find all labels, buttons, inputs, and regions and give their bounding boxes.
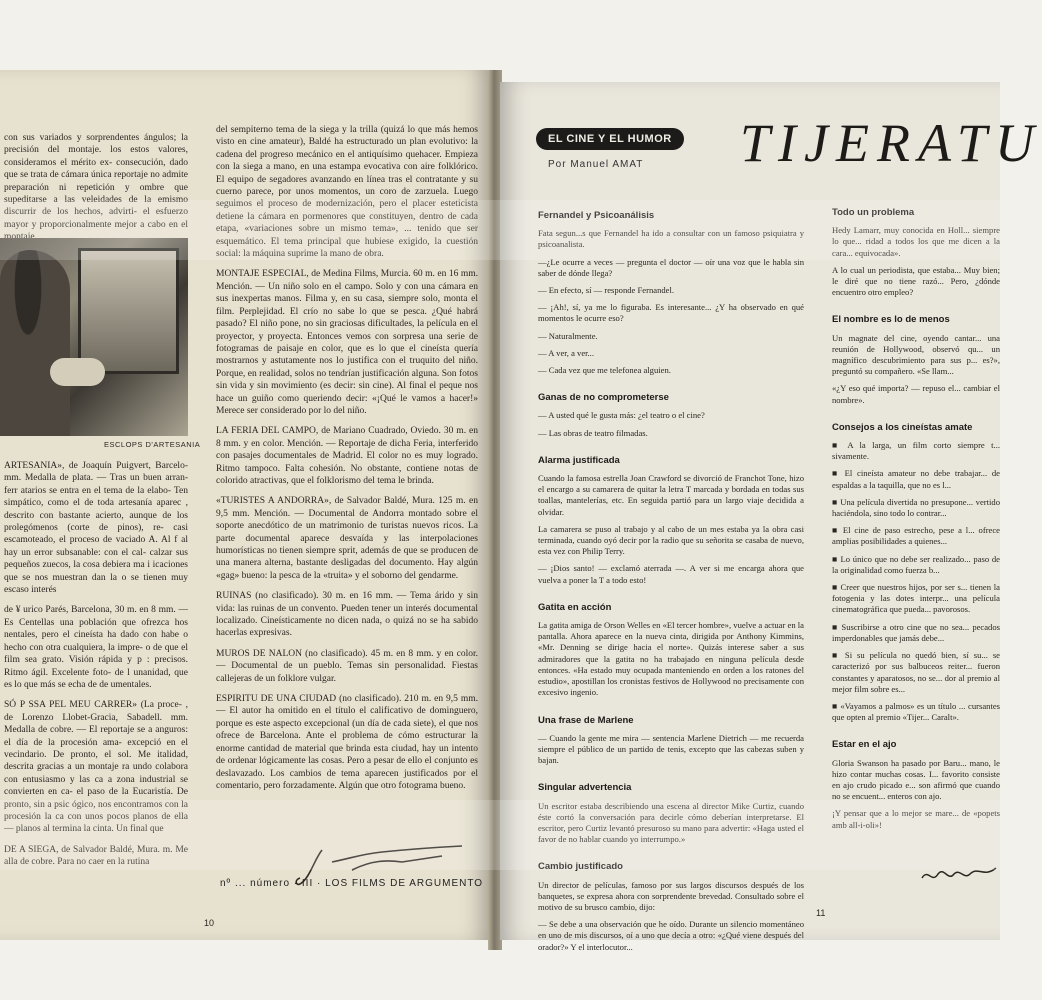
article-heading: Gatita en acción: [538, 601, 612, 613]
article-paragraph: ■ Una película divertida no presupone... vertido haciéndola, sino todo lo contrar...: [832, 496, 1000, 519]
tape-reflection: [0, 800, 1000, 873]
page-title: TIJERATU: [740, 113, 1042, 173]
article-paragraph: ■ Lo único que no debe ser realizado... paso de la originalidad como fuerza b...: [832, 553, 1000, 575]
photo-hand: [50, 358, 105, 386]
article-body: [832, 333, 1000, 406]
text-line: , de Lorenzo Llobet-Gracia, Sabadell.: [4, 700, 188, 723]
section-badge: EL CINE Y EL HUMOR: [536, 128, 684, 150]
article-heading: Una frase de Marlene: [538, 714, 634, 726]
article-ganas: [538, 392, 804, 439]
text-line: DE A SIEGA, de Salvador Baldé, Mura.: [4, 844, 163, 855]
article-paragraph: Un escritor estaba describiendo una escena al director Mike Curtiz, cuando éste cortó la conversación para decirle cómo deberían interpretarse. El escritor, pero Curtiz levantó presuroso su mano para advertir: «Haga usted el favor de no hablar cuando yo interrumpo.»: [538, 800, 804, 845]
text-line: mm. Medalla de cobre. — El reportaje se: [4, 712, 188, 736]
article-nombre: [832, 314, 1000, 405]
article-marlene: [538, 715, 804, 767]
text-line: calzar sus pequeños zuecos, la cosa debiera: [4, 547, 188, 571]
article-body: [538, 880, 804, 953]
byline: Por Manuel AMAT: [548, 159, 644, 170]
article-body: [832, 440, 1000, 723]
photo-figure: [0, 250, 70, 436]
article-paragraph: Un director de películas, famoso por sus largos discursos después de los banquetes, se expresa ahora con sorprendente brevedad. Consultado sobre el motivo de su brusco cambio, dijo:: [538, 879, 804, 912]
photo-window: [78, 248, 179, 374]
article-paragraph: «¿Y eso qué importa? — repuso el... cambiar el nombre».: [832, 383, 1000, 405]
article-heading: Estar en el ajo: [832, 739, 897, 751]
right-page-number: 11: [816, 908, 826, 918]
article-paragraph: La camarera se puso al trabajo y al cabo de un mes estaba ya la obra casi terminada, cuando oyó decir por la radio que su señorita se casaba de nuevo, esta vez con Philip Terry.: [538, 523, 804, 557]
article-paragraph: Hedy Lamarr, muy conocida en Holl... siempre lo que... ridad a todos los que me dicen a la cara... equivocada».: [832, 225, 1000, 258]
article-paragraph: — Cada vez que me telefonea alguien.: [538, 365, 671, 376]
left-page-number: 10: [204, 918, 215, 928]
left-col1-para-1: [4, 460, 188, 596]
article-body: [538, 473, 804, 586]
text-line: consecución, dado que se trata de cámara única: [4, 157, 189, 181]
right-col2: [832, 207, 1000, 847]
left-col2-para: «TURISTES A ANDORRA», de Salvador Baldé, Mura. 125 m. en 9,5 mm. Mención. — Documental de Andorra montado sobre el soporte anecdótico de un matrimonio de turistas nuevos ricos. La parte documental aparece desvaída y las interpolaciones humorísticas no tienen siempre sprit, además de que se producen de una manera alterna, bastante desligadas del documento. Hay algún «gag» bueno: la pesca de la «truita» y el soborno del gendarme.: [216, 496, 478, 581]
left-col2-para: del sempiterno tema de la siega y la trilla (quizá lo que más hemos visto en cine amateur), Baldé ha estructurado un plan evolutivo: la cadena del progreso mecánico en el antiquísimo quehacer. Empieza con la siega a mano, en una estampa evocativa con aire folklórico. El equipo de segadores avanzando en línea tras el contratante y su cuerno parece, por unos momentos, un coro de zarzuela. Luego seguimos el proceso de modernización, pero el placer esteticista detiene la cámara en pormenores que constituyen, dentro de cada etapa, «variaciones sobre un mismo tema», ... tenido que ser esquemático. El tema principal que hubiese exigido, la cuestión social: la máquina suprime la mano de obra.: [216, 125, 478, 260]
article-heading: El nombre es lo de menos: [832, 314, 950, 326]
article-paragraph: — En efecto, sí — responde Fernandel.: [538, 285, 675, 296]
article-paragraph: ■ «Vayamos a palmos» es un título ... cursantes que opten al premio «Tijer... Caralt».: [832, 700, 1000, 723]
article-consejos: [832, 422, 1000, 723]
article-alarma: [538, 455, 804, 586]
left-col2-para: ESPIRITU DE UNA CIUDAD (no clasificado). 210 m. en 9,5 mm. — El autor ha omitido en el título el calificativo de dominguero, porque es este aspecto excepcional (un día de cada siete), el que nos ofrece de Barcelona. Ante el problema de cómo estructurar la enorme cantidad de material que brinda esta ciudad, hay un intento de ordenar lógicamente las cosas. Pero a pesar de ello el conjunto es deslavazado. Los cambios de tema aparecen justificados por el comentario, pero forzadamente. Algún que otro fotograma bueno.: [216, 694, 478, 791]
article-cambio: [538, 861, 804, 952]
article-body: [538, 733, 804, 767]
text-line: la precisión del montaje.: [4, 133, 188, 156]
article-paragraph: Un magnate del cine, oyendo cantar... una reunión de Hollywood, observó qu... un magnífico descubrimiento para sus p... es?», preguntó su compañero. «Se llam...: [832, 332, 1000, 377]
text-line: mm. Medalla de plata. — Tras un buen arran-: [4, 473, 188, 484]
text-line: a psic ógico, nos encontramos con la procesión: [4, 799, 189, 822]
text-line: con sus variados y sorprendentes ángulos;: [4, 133, 182, 143]
article-paragraph: — A ver, a ver...: [538, 347, 594, 358]
article-paragraph: ■ A la larga, un film corto siempre t... sivamente.: [832, 440, 1000, 462]
text-line: de umentales.: [99, 679, 152, 690]
text-line: SÓ P SSA PEL MEU CARRER» (La proce-: [4, 700, 186, 711]
article-gatita: [538, 602, 804, 699]
left-col2-para: MONTAJE ESPECIAL, de Medina Films, Murcia. 60 m. en 16 mm. Mención. — Un niño solo en el campo. Solo y con una cámara en sus inexpertas manos. Filma y, en su casa, siempre solo, monta el film. Perplejidad. El crío no sabe lo que se pesca. ¿Qué habrá pasado? El niño pone, no sin graciosas dificultades, la película en el proyector, y proyecta. Entonces vemos con sorpresa una serie de fotogramas de paisaje en color, que es lo que el cineísta quería mostrarnos y astutamente nos lo justifica con el truquito del niño. Porque, en realidad, solos no tendrían justificación alguna. Son fotos sin vida y sin movimiento (es decir: sin cine). Al final el peque nos hace un guiño como queriendo decir: «¡Qué le vamos a hacer!» Merece ser considerado por lo del niño.: [216, 269, 478, 416]
article-heading: Ganas de no comprometerse: [538, 392, 669, 404]
text-line: m. Me alla de cobre. Para no caer en la rutina: [4, 844, 188, 868]
article-paragraph: ■ Si su película no quedó bien, sí su... se caracterizó por sus balbuceos reiter... fueron constantes y aparatosos, no se... dor al premio al mejor film sobre es...: [832, 650, 1000, 694]
text-line: o de que el film sea grato. Visión rápida: [4, 642, 188, 666]
text-line: aparec , descrito con bastante acierto, aunque: [4, 498, 188, 521]
article-body: [538, 620, 804, 698]
photo-caption: ESCLOPS D'ARTESANIA: [104, 440, 201, 449]
text-line: al termina la cinta. Un final que: [43, 824, 164, 835]
text-line: o se tienen muy escaso interés: [4, 572, 188, 596]
article-paragraph: ■ El cine de paso estrecho, pese a l... ofrece amplias posibilidades a quienes...: [832, 525, 1000, 547]
article-paragraph: Fata segun...s que Fernandel ha ido a consultar con un famoso psiquiatra y psicoanalista.: [538, 228, 804, 250]
text-line: el paso de la Eucaristía. De pronto, sin: [4, 787, 189, 810]
text-line: de l unanidad, que es lo que más se echa de: [4, 667, 188, 690]
text-line: — Es Centellas una población que ofrezca: [4, 605, 188, 628]
left-col2-para: MUROS DE NALON (no clasificado). 45 m. en 8 mm. y en color. — Documental de un pueblo. Temas sin personalidad. Fiestas callejeras de un folklore vulgar.: [216, 648, 478, 684]
article-paragraph: — Se debe a una observación que he oído. Durante un silencio momentáneo en uno de mis discursos, oí a uno que decía a otro: «¿Qué viene después del orador?» Y el interlocutor...: [538, 919, 804, 952]
article-paragraph: — ¡Dios santo! — exclamó aterrada —. A ver si me encarga ahora que vuelva a poner la T a todo esto!: [538, 563, 804, 585]
text-line: A. Al f al hay un error subsanable: con el cal-: [4, 535, 188, 558]
article-paragraph: — Cuando la gente me mira — sentencia Marlene Dietrich — me recuerda siempre el público de un partido de tenis, excepto que las cabezas suben y bajan.: [538, 732, 804, 766]
article-body: [538, 410, 804, 438]
text-line: excepció en el vecindario. De pronto, el sol.: [4, 737, 188, 760]
article-paragraph: Cuando la famosa estrella Joan Crawford se divorció de Franchot Tone, hizo el encargo a su camarera de quitar la letra T marcada y bordada en todas sus toallas, mantelerías, etc. En seguida partió para un largo viaje decidida a olvidar.: [538, 473, 804, 517]
text-line: ra undo colabora con entusiasmo y las: [4, 762, 188, 785]
article-paragraph: ■ Suscribirse a otro cine que no sea... pecados imperdonables que jamás debe...: [832, 621, 1000, 643]
text-line: ma i icaciones que se nos muestran dan la: [4, 560, 188, 583]
article-paragraph: — Naturalmente.: [538, 330, 598, 341]
article-paragraph: ■ El cineísta amateur no debe trabajar... de espaldas a la taquilla, que no es l...: [832, 468, 1000, 490]
article-paragraph: ■ Creer que nuestros hijos, por ser s... tienen la fotogenia y las dotes interpr... una película cinematográfica que pueda... pavorosos.: [832, 582, 1000, 615]
article-heading: Singular advertencia: [538, 782, 632, 794]
left-footer: nº ... número · III · LOS FILMS DE ARGUMENTO: [220, 878, 484, 889]
text-line: reportaje no admite preparación ni repetición y: [4, 170, 188, 193]
article-heading: Cambio justificado: [538, 861, 623, 873]
text-line: los estos valores, consideramos el mérito ex-: [4, 145, 188, 168]
article-paragraph: —¿Le ocurre a veces — pregunta el doctor — oír una voz que le habla sin saber de dónde llega?: [538, 256, 804, 278]
article-paragraph: — Las obras de teatro filmadas.: [538, 427, 648, 438]
text-line: hos nentales, pero el cineísta ha dado con: [4, 617, 188, 641]
text-line: el esfuerzo mayor y proporcionalmente mejor: [4, 207, 189, 230]
text-line: de ¥ urico Parés, Barcelona, 30 m. en 8 mm.: [4, 605, 179, 616]
text-line: Me italidad, descrita gracias a un montaje: [4, 749, 189, 773]
left-col2-para: LA FERIA DEL CAMPO, de Mariano Cuadrado, Oviedo. 30 m. en 8 mm. y en color. Mención. — Reportaje de dicha Feria, interferido con pasajes documentales de Madrid. El color no es muy logrado. Ritmo tampoco. Falta cohesión. No obstante, contiene notas de colorido atractivas, que el folklorismo del tema le brinda.: [216, 426, 478, 486]
article-paragraph: — A usted qué le gusta más: ¿el teatro o el cine?: [538, 410, 705, 421]
text-line: ferr atarios se entra en el tema de la elabo-: [4, 485, 174, 496]
artisan-photo: [0, 238, 188, 436]
text-line: la ca con unos pocos planos de ella — planos: [4, 811, 188, 835]
text-line: de los prolegómenos (corte de pinos), re-: [4, 510, 188, 534]
article-heading: Todo un problema: [832, 207, 915, 218]
article-heading: Fernandel y Psicoanálisis: [538, 210, 655, 221]
left-col2-para: RUINAS (no clasificado). 30 m. en 16 mm. — Tema árido y sin vida: las ruinas de un convento. Pueden tener un interés documental localizado. Cineísticamente no dicen nada, o quizá no se ha sabido hacerlas expresivas.: [216, 591, 478, 639]
article-paragraph: La gatita amiga de Orson Welles en «El tercer hombre», vuelve a actuar en la pantalla. Ahora aparece en la nueva cinta, dirigida por Anthony Kimmins, «Mr. Denning se dirige hacia el norte». Quizás interese saber a sus admiradores que la gatita no ha trabajado en ninguna película desde entonces. «Ha estado muy ocupada manteniendo en orden a los ratones del estudio», apostillan los cronistas festivos de Hollywood no precisamente con excesivo ingenio.: [538, 620, 804, 698]
text-line: a cabo en el: [140, 219, 188, 230]
text-line: y p : precisos. Ritmo ágil. Excelente foto-: [4, 655, 188, 678]
article-paragraph: ¡Y pensar que a lo mejor se mare... de «popets amb all-i-oli»!: [832, 808, 1000, 830]
tape-reflection: [0, 200, 1000, 260]
text-line: ARTESANIA», de Joaquín Puigvert, Barcelo-: [4, 461, 188, 471]
article-heading: Alarma justificada: [538, 454, 620, 466]
text-line: emismo discurrir de los hechos, advirti-: [4, 195, 188, 218]
text-line: Ten simpático, como el de toda artesanía: [4, 485, 188, 509]
text-line: ombre que supeditarse a las veleidades de la: [4, 182, 188, 206]
left-col1-para-2: [4, 604, 188, 691]
article-paragraph: Gloria Swanson ha pasado por Baru... mano, le hizo contar muchas cosas. I... favorito consiste en ajo crudo picado e... son afirmó que cuando no se encuent... enteros con ajo.: [832, 757, 1000, 802]
text-line: casi escamoteado, el proceso de vaciado: [4, 523, 188, 546]
article-paragraph: A lo cual un periodista, que estaba... Muy bien; le diré que no tiene razó... Pero, ¿dónde encuentro otro empleo?: [832, 264, 1000, 298]
article-paragraph: — ¡Ah!, sí, ya me lo figuraba. Es interesante... ¿Y ha observado en qué momentos le ocurre eso?: [538, 302, 804, 324]
text-line: a anguros: el día de la procesión ama-: [4, 725, 188, 748]
text-line: habe o hecho con otra cualquiera, la impre-: [4, 630, 188, 653]
article-heading: Consejos a los cineístas amate: [832, 421, 973, 433]
text-line: ca a zona industrial se convierten en ca-: [4, 774, 188, 798]
